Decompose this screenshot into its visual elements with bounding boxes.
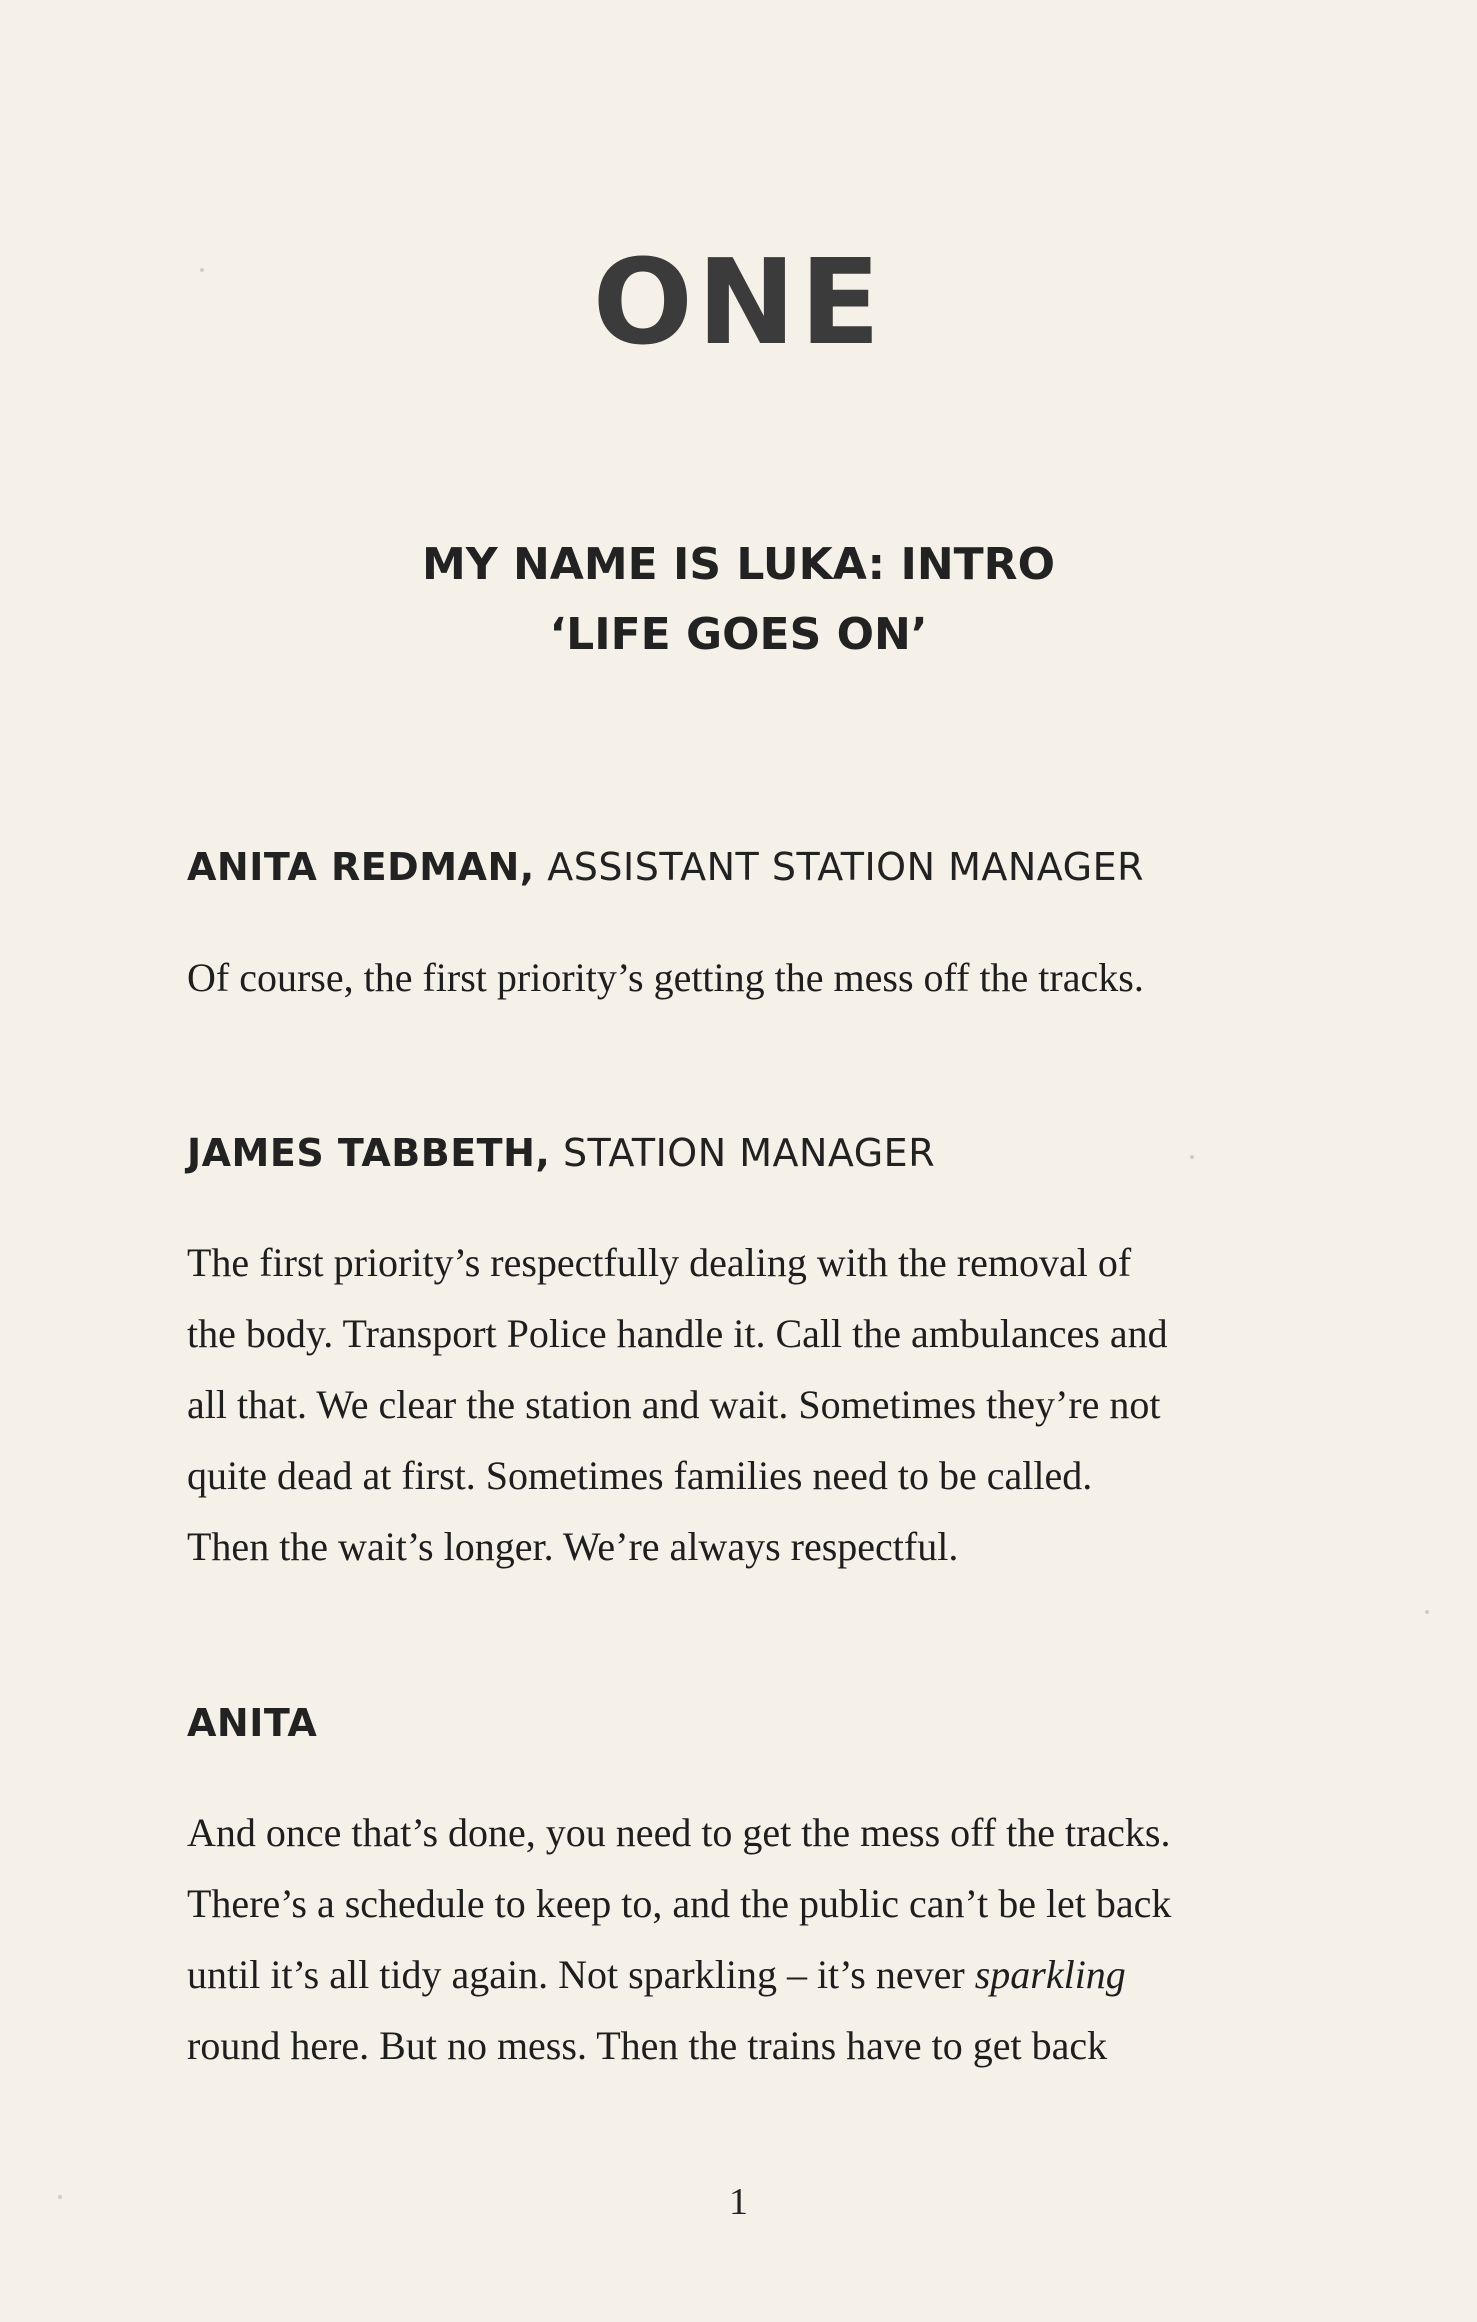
speaker-role: ASSISTANT STATION MANAGER	[547, 845, 1144, 889]
emphasized-word: sparkling	[974, 1952, 1126, 1997]
paragraph	[187, 1227, 1312, 1582]
speaker-role: STATION MANAGER	[562, 1131, 936, 1175]
speaker-heading	[187, 845, 1144, 889]
paragraph-line: There’s a schedule to keep to, and the public can’t be let back	[187, 1881, 1172, 1926]
speaker-heading	[187, 1131, 935, 1175]
paper-speck	[1425, 1610, 1429, 1614]
speaker-name: ANITA	[187, 1701, 318, 1745]
paragraph-line: Of course, the first priority’s getting the mess off the tracks.	[187, 955, 1144, 1000]
paragraph-line: Then the wait’s longer. We’re always respectful.	[187, 1524, 959, 1569]
paper-speck	[1190, 1155, 1194, 1159]
chapter-title-line-2: ‘LIFE GOES ON’	[549, 609, 928, 660]
paragraph-line: And once that’s done, you need to get the mess off the tracks.	[187, 1810, 1171, 1855]
paragraph-line: all that. We clear the station and wait. Sometimes they’re not	[187, 1382, 1161, 1427]
paragraph-line: quite dead at first. Sometimes families need to be called.	[187, 1453, 1093, 1498]
paragraph-line: The first priority’s respectfully dealing with the removal of	[187, 1240, 1132, 1285]
paragraph-text: until it’s all tidy again. Not sparkling – it’s never	[187, 1952, 975, 1997]
paragraph	[187, 942, 1312, 1013]
paragraph-line: the body. Transport Police handle it. Call the ambulances and	[187, 1311, 1168, 1356]
paragraph	[187, 1797, 1312, 2081]
speaker-name: ANITA REDMAN,	[187, 845, 535, 889]
speaker-name: JAMES TABBETH,	[187, 1131, 551, 1175]
speaker-heading	[187, 1701, 317, 1745]
chapter-title	[0, 530, 1477, 670]
page-number: 1	[729, 2181, 748, 2223]
chapter-number: ONE	[592, 233, 885, 371]
chapter-title-line-1: MY NAME IS LUKA: INTRO	[422, 539, 1055, 590]
paragraph-line: round here. But no mess. Then the trains have to get back	[187, 2023, 1108, 2068]
paragraph-line	[187, 1939, 1312, 2010]
